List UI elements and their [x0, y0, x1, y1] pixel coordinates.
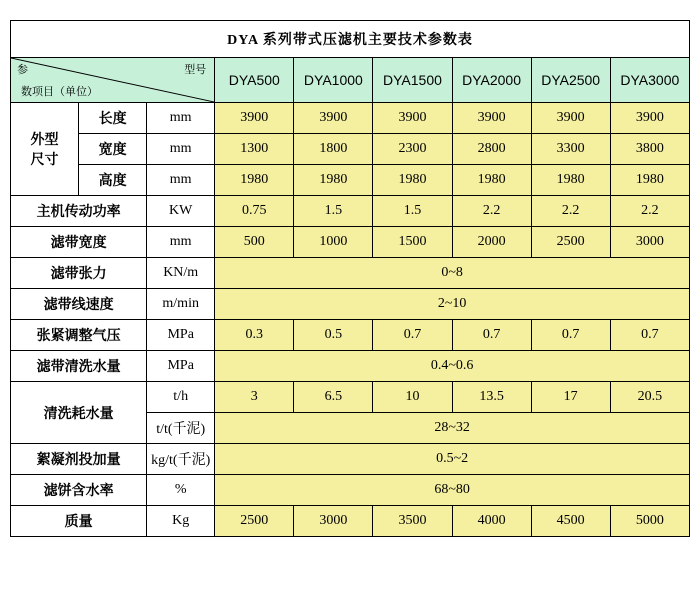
value-height-dya1000: 1980	[294, 165, 373, 196]
row-label-belt-speed: 滤带线速度	[11, 289, 147, 320]
table-row	[11, 506, 690, 537]
value-wash-water-tt-all: 28~32	[215, 413, 690, 444]
table-row	[11, 289, 690, 320]
value-belt-speed-all: 2~10	[215, 289, 690, 320]
title-row	[11, 21, 690, 58]
model-header-dya500: DYA500	[215, 58, 294, 103]
corner-item-label: 数项目（单位）	[21, 86, 98, 98]
value-power-dya500: 0.75	[215, 196, 294, 227]
sub-label-height: 高度	[79, 165, 147, 196]
row-label-main-drive-power: 主机传动功率	[11, 196, 147, 227]
unit-tension-air-pressure: MPa	[147, 320, 215, 351]
value-washwater-dya1000: 6.5	[294, 382, 373, 413]
unit-wash-water-th: t/h	[147, 382, 215, 413]
value-airpressure-dya1500: 0.7	[373, 320, 452, 351]
unit-width: mm	[147, 134, 215, 165]
value-washwater-dya3000: 20.5	[610, 382, 689, 413]
table-row	[11, 227, 690, 258]
value-width-dya1500: 2300	[373, 134, 452, 165]
row-label-belt-tension: 滤带张力	[11, 258, 147, 289]
unit-height: mm	[147, 165, 215, 196]
value-width-dya2000: 2800	[452, 134, 531, 165]
row-label-wash-water-consumption: 清洗耗水量	[11, 382, 147, 444]
value-washwater-dya2000: 13.5	[452, 382, 531, 413]
table-row	[11, 320, 690, 351]
value-airpressure-dya2500: 0.7	[531, 320, 610, 351]
value-power-dya2500: 2.2	[531, 196, 610, 227]
value-beltwidth-dya500: 500	[215, 227, 294, 258]
value-beltwidth-dya1000: 1000	[294, 227, 373, 258]
value-weight-dya500: 2500	[215, 506, 294, 537]
value-width-dya3000: 3800	[610, 134, 689, 165]
row-label-tension-air-pressure: 张紧调整气压	[11, 320, 147, 351]
value-length-dya500: 3900	[215, 103, 294, 134]
model-header-dya2000: DYA2000	[452, 58, 531, 103]
value-width-dya500: 1300	[215, 134, 294, 165]
value-height-dya500: 1980	[215, 165, 294, 196]
table-row	[11, 444, 690, 475]
model-header-dya1500: DYA1500	[373, 58, 452, 103]
row-label-belt-width: 滤带宽度	[11, 227, 147, 258]
value-belt-wash-water-all: 0.4~0.6	[215, 351, 690, 382]
header-row	[11, 58, 690, 103]
value-power-dya1000: 1.5	[294, 196, 373, 227]
table-row	[11, 475, 690, 506]
model-header-dya3000: DYA3000	[610, 58, 689, 103]
value-power-dya1500: 1.5	[373, 196, 452, 227]
table-row	[11, 351, 690, 382]
value-length-dya2000: 3900	[452, 103, 531, 134]
value-airpressure-dya500: 0.3	[215, 320, 294, 351]
value-power-dya3000: 2.2	[610, 196, 689, 227]
row-label-dimensions	[11, 103, 79, 196]
value-beltwidth-dya2500: 2500	[531, 227, 610, 258]
row-label-dimensions-line2: 尺寸	[30, 151, 59, 167]
unit-cake-moisture: %	[147, 475, 215, 506]
unit-length: mm	[147, 103, 215, 134]
value-height-dya2000: 1980	[452, 165, 531, 196]
unit-flocculant-dosage: kg/t(千泥)	[147, 444, 215, 475]
value-power-dya2000: 2.2	[452, 196, 531, 227]
corner-param-label: 参	[17, 64, 28, 76]
sub-label-width: 宽度	[79, 134, 147, 165]
value-length-dya1000: 3900	[294, 103, 373, 134]
unit-weight: Kg	[147, 506, 215, 537]
value-weight-dya2000: 4000	[452, 506, 531, 537]
value-flocculant-dosage-all: 0.5~2	[215, 444, 690, 475]
value-weight-dya1000: 3000	[294, 506, 373, 537]
corner-header-cell	[11, 58, 215, 103]
sub-label-length: 长度	[79, 103, 147, 134]
value-weight-dya2500: 4500	[531, 506, 610, 537]
page-title: DYA 系列带式压滤机主要技术参数表	[11, 21, 690, 58]
value-weight-dya1500: 3500	[373, 506, 452, 537]
value-length-dya2500: 3900	[531, 103, 610, 134]
value-beltwidth-dya1500: 1500	[373, 227, 452, 258]
unit-wash-water-tt: t/t(千泥)	[147, 413, 215, 444]
value-airpressure-dya1000: 0.5	[294, 320, 373, 351]
value-height-dya3000: 1980	[610, 165, 689, 196]
value-washwater-dya2500: 17	[531, 382, 610, 413]
value-width-dya1000: 1800	[294, 134, 373, 165]
value-airpressure-dya3000: 0.7	[610, 320, 689, 351]
value-beltwidth-dya3000: 3000	[610, 227, 689, 258]
table-row	[11, 196, 690, 227]
value-washwater-dya1500: 10	[373, 382, 452, 413]
value-washwater-dya500: 3	[215, 382, 294, 413]
unit-belt-speed: m/min	[147, 289, 215, 320]
table-row	[11, 258, 690, 289]
table-row	[11, 103, 690, 134]
value-height-dya1500: 1980	[373, 165, 452, 196]
value-height-dya2500: 1980	[531, 165, 610, 196]
corner-model-label: 型号	[184, 64, 207, 76]
row-label-cake-moisture: 滤饼含水率	[11, 475, 147, 506]
value-cake-moisture-all: 68~80	[215, 475, 690, 506]
unit-belt-width: mm	[147, 227, 215, 258]
unit-belt-wash-water: MPa	[147, 351, 215, 382]
table-row	[11, 382, 690, 413]
row-label-flocculant-dosage: 絮凝剂投加量	[11, 444, 147, 475]
value-beltwidth-dya2000: 2000	[452, 227, 531, 258]
unit-belt-tension: KN/m	[147, 258, 215, 289]
row-label-belt-wash-water: 滤带清洗水量	[11, 351, 147, 382]
model-header-dya1000: DYA1000	[294, 58, 373, 103]
table-row	[11, 165, 690, 196]
value-length-dya1500: 3900	[373, 103, 452, 134]
value-width-dya2500: 3300	[531, 134, 610, 165]
row-label-dimensions-line1: 外型	[30, 131, 59, 147]
value-length-dya3000: 3900	[610, 103, 689, 134]
table-row	[11, 134, 690, 165]
unit-main-drive-power: KW	[147, 196, 215, 227]
value-weight-dya3000: 5000	[610, 506, 689, 537]
spec-table	[10, 20, 690, 537]
value-belt-tension-all: 0~8	[215, 258, 690, 289]
value-airpressure-dya2000: 0.7	[452, 320, 531, 351]
model-header-dya2500: DYA2500	[531, 58, 610, 103]
row-label-weight: 质量	[11, 506, 147, 537]
